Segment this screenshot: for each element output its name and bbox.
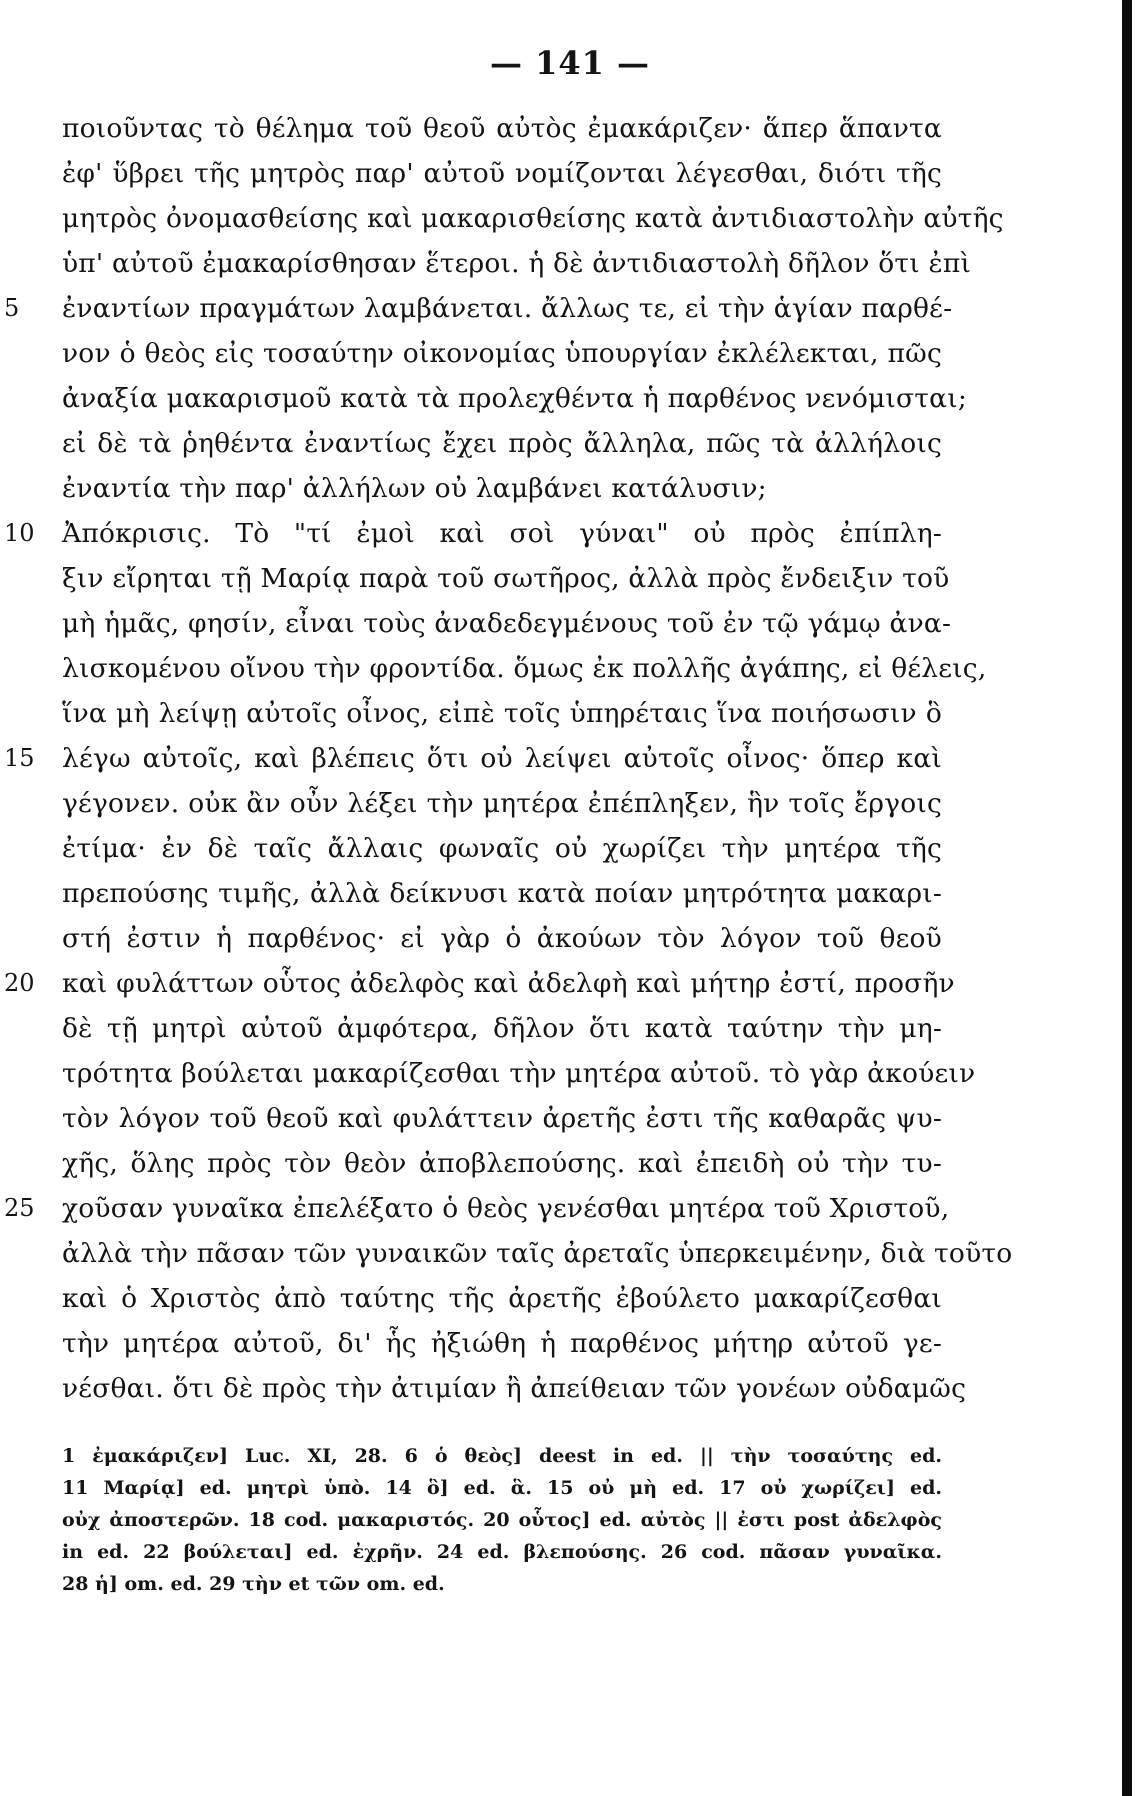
text-line: γέγονεν. οὐκ ἂν οὖν λέξει τὴν μητέρα ἐπέπληξεν, ἣν τοῖς ἔργοις	[62, 788, 942, 819]
text-line: ἀλλὰ τὴν πᾶσαν τῶν γυναικῶν ταῖς ἀρεταῖς ὑπερκειμένην, διὰ τοῦτο	[62, 1238, 1013, 1269]
text-line: ἐναντίων πραγμάτων λαμβάνεται. ἄλλως τε, εἰ τὴν ἁγίαν παρθέ-	[62, 293, 953, 324]
text-line: χῆς, ὅλης πρὸς τὸν θεὸν ἀποβλεπούσης. καὶ ἐπειδὴ οὐ τὴν τυ-	[62, 1148, 942, 1179]
text-line: λέγω αὐτοῖς, καὶ βλέπεις ὅτι οὐ λείψει αὐτοῖς οἶνος· ὅπερ καὶ	[62, 743, 942, 774]
text-line: ἀναξία μακαρισμοῦ κατὰ τὰ προλεχθέντα ἡ παρθένος νενόμισται;	[62, 383, 967, 414]
footnote-line: 1 ἐμακάριζεν] Luc. XI, 28. 6 ὁ θεὸς] deest in ed. || τὴν τοσαύτης ed.	[62, 1445, 942, 1467]
text-line: ὑπ' αὐτοῦ ἐμακαρίσθησαν ἕτεροι. ἡ δὲ ἀντιδιαστολὴ δῆλον ὅτι ἐπὶ	[62, 248, 972, 279]
footnote-line: οὐχ ἀποστερῶν. 18 cod. μακαριστός. 20 οὗτος] ed. αὐτὸς || ἐστι post ἀδελφὸς	[62, 1509, 942, 1531]
line-number: 20	[4, 969, 35, 997]
footnote-line: in ed. 22 βούλεται] ed. ἐχρῆν. 24 ed. βλεπούσης. 26 cod. πᾶσαν γυναῖκα.	[62, 1541, 942, 1563]
text-line: χοῦσαν γυναῖκα ἐπελέξατο ὁ θεὸς γενέσθαι μητέρα τοῦ Χριστοῦ,	[62, 1193, 950, 1224]
page-number: — 141 —	[489, 44, 651, 82]
text-line: δὲ τῇ μητρὶ αὐτοῦ ἀμφότερα, δῆλον ὅτι κατὰ ταύτην τὴν μη-	[62, 1013, 942, 1044]
text-line: ἐτίμα· ἐν δὲ ταῖς ἄλλαις φωναῖς οὐ χωρίζει τὴν μητέρα τῆς	[62, 833, 942, 864]
text-line: νέσθαι. ὅτι δὲ πρὸς τὴν ἀτιμίαν ἢ ἀπείθειαν τῶν γονέων οὐδαμῶς	[62, 1373, 967, 1404]
text-line: λισκομένου οἴνου τὴν φροντίδα. ὅμως ἐκ πολλῆς ἀγάπης, εἰ θέλεις,	[62, 653, 987, 684]
text-line: εἰ δὲ τὰ ῥηθέντα ἐναντίως ἔχει πρὸς ἄλληλα, πῶς τὰ ἀλλήλοις	[62, 428, 942, 459]
text-line: ἐναντία τὴν παρ' ἀλλήλων οὐ λαμβάνει κατάλυσιν;	[62, 473, 767, 504]
text-line: μὴ ἡμᾶς, φησίν, εἶναι τοὺς ἀναδεδεγμένους τοῦ ἐν τῷ γάμῳ ἀνα-	[62, 608, 952, 639]
text-line: ποιοῦντας τὸ θέλημα τοῦ θεοῦ αὐτὸς ἐμακάριζεν· ἅπερ ἅπαντα	[62, 113, 942, 144]
footnote-line: 11 Μαρίᾳ] ed. μητρὶ ὑπὸ. 14 ὃ] ed. ἃ. 15 οὐ μὴ ed. 17 οὐ χωρίζει] ed.	[62, 1477, 942, 1499]
text-line: ἐφ' ὕβρει τῆς μητρὸς παρ' αὐτοῦ νομίζονται λέγεσθαι, διότι τῆς	[62, 158, 942, 189]
line-number: 10	[4, 519, 35, 547]
text-line: πρεπούσης τιμῆς, ἀλλὰ δείκνυσι κατὰ ποίαν μητρότητα μακαρι-	[62, 878, 942, 909]
text-line: μητρὸς ὀνομασθείσης καὶ μακαρισθείσης κατὰ ἀντιδιαστολὴν αὐτῆς	[62, 203, 1004, 234]
scan-edge-bar	[1122, 0, 1132, 1796]
text-line: τὸν λόγον τοῦ θεοῦ καὶ φυλάττειν ἀρετῆς ἐστι τῆς καθαρᾶς ψυ-	[62, 1103, 942, 1134]
text-line: ξιν εἴρηται τῇ Μαρίᾳ παρὰ τοῦ σωτῆρος, ἀλλὰ πρὸς ἔνδειξιν τοῦ	[62, 563, 950, 594]
text-line: Ἀπόκρισις. Τὸ "τί ἐμοὶ καὶ σοὶ γύναι" οὐ πρὸς ἐπίπλη-	[62, 518, 942, 549]
text-line: νον ὁ θεὸς εἰς τοσαύτην οἰκονομίας ὑπουργίαν ἐκλέλεκται, πῶς	[62, 338, 942, 369]
text-line: τρότητα βούλεται μακαρίζεσθαι τὴν μητέρα αὐτοῦ. τὸ γὰρ ἀκούειν	[62, 1058, 976, 1089]
text-line: καὶ φυλάττων οὗτος ἀδελφὸς καὶ ἀδελφὴ καὶ μήτηρ ἐστί, προσῆν	[62, 968, 955, 999]
line-number: 5	[4, 294, 20, 322]
line-number: 15	[4, 744, 35, 772]
footnote-line: 28 ἡ] om. ed. 29 τὴν et τῶν om. ed.	[62, 1573, 445, 1595]
text-line: ἵνα μὴ λείψῃ αὐτοῖς οἶνος, εἰπὲ τοῖς ὑπηρέταις ἵνα ποιήσωσιν ὃ	[62, 698, 942, 729]
text-line: στή ἐστιν ἡ παρθένος· εἰ γὰρ ὁ ἀκούων τὸν λόγον τοῦ θεοῦ	[62, 923, 942, 954]
text-line: τὴν μητέρα αὐτοῦ, δι' ἧς ἠξιώθη ἡ παρθένος μήτηρ αὐτοῦ γε-	[62, 1328, 942, 1359]
text-line: καὶ ὁ Χριστὸς ἀπὸ ταύτης τῆς ἀρετῆς ἐβούλετο μακαρίζεσθαι	[62, 1283, 942, 1314]
line-number: 25	[4, 1194, 35, 1222]
